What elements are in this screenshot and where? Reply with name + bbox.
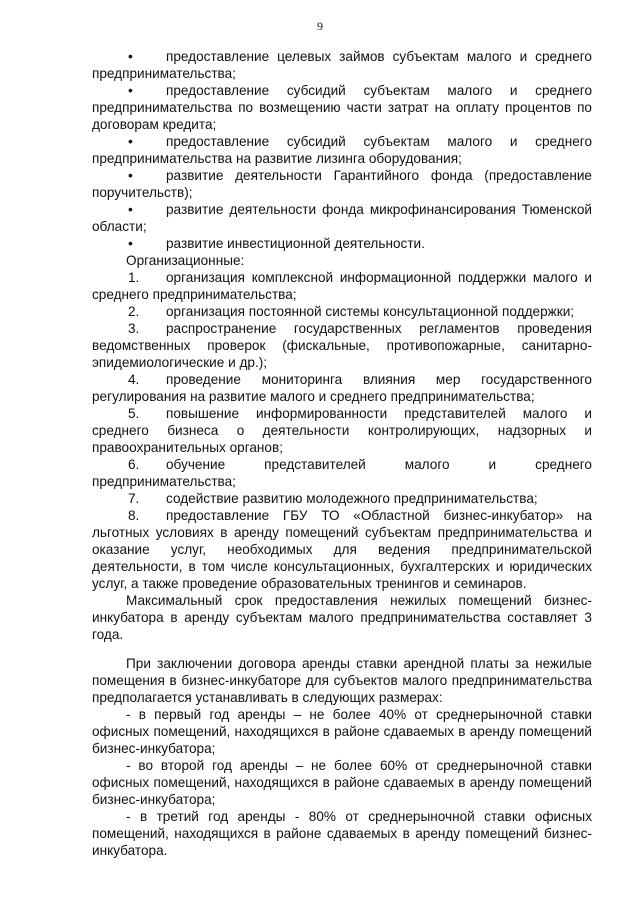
- numbered-item: [92, 269, 592, 303]
- rent-list: [92, 706, 592, 859]
- max-term-paragraph: Максимальный срок предоставления нежилых помещений бизнес-инкубатора в аренду субъектам малого предпринимательства составляет 3 года.: [92, 593, 592, 642]
- numbered-list: [92, 269, 592, 592]
- numbered-item: [92, 320, 592, 371]
- numbered-item: [92, 490, 592, 507]
- bullet-marker: •: [128, 133, 133, 149]
- bullet-text: предоставление субсидий субъектам малого и среднего предпринимательства по возмещению части затрат на оплату процентов по договорам кредита;: [92, 83, 592, 132]
- item-number: 1.: [128, 270, 140, 285]
- rent-paragraph: При заключении договора аренды ставки арендной платы за нежилые помещения в бизнес-инкубаторе для субъектов малого предпринимательства предполагается устанавливать в следующих размерах:: [92, 656, 592, 705]
- bullet-text: развитие деятельности Гарантийного фонда (предоставление поручительств);: [92, 168, 592, 200]
- bullet-text: развитие деятельности фонда микрофинансирования Тюменской области;: [92, 202, 592, 234]
- item-text: повышение информированности представителей малого и среднего бизнеса о деятельности контролирующих, надзорных и правоохранительных органов;: [92, 406, 592, 455]
- item-number: 5.: [128, 406, 140, 421]
- item-text: проведение мониторинга влияния мер государственного регулирования на развитие малого и среднего предпринимательства;: [92, 372, 592, 404]
- bullet-text: развитие инвестиционной деятельности.: [166, 236, 425, 251]
- item-number: 8.: [128, 508, 140, 523]
- item-number: 7.: [128, 491, 140, 506]
- item-text: содействие развитию молодежного предпринимательства;: [166, 491, 538, 506]
- item-number: 6.: [128, 457, 140, 472]
- item-text: распространение государственных регламентов проведения ведомственных проверок (фискальные, противопожарные, санитарно-эпидемиологические и др.);: [92, 321, 592, 370]
- bullet-marker: •: [128, 201, 133, 217]
- page-number: 9: [317, 19, 323, 33]
- bullet-item: [92, 235, 592, 252]
- item-number: 2.: [128, 304, 140, 319]
- numbered-item: [92, 303, 592, 320]
- rent-item: - в первый год аренды – не более 40% от среднерыночной ставки офисных помещений, находящихся в районе сдаваемых в аренду помещений бизнес-инкубатора;: [92, 707, 592, 756]
- item-text: организация постоянной системы консультационной поддержки;: [166, 304, 575, 319]
- numbered-item: [92, 507, 592, 592]
- item-text: организация комплексной информационной поддержки малого и среднего предпринимательства;: [92, 270, 592, 302]
- bullet-marker: •: [128, 82, 133, 98]
- document-body: [92, 48, 592, 859]
- bullet-marker: •: [128, 235, 133, 251]
- section-label: Организационные:: [126, 253, 245, 268]
- bullet-item: [92, 167, 592, 201]
- bullet-marker: •: [128, 167, 133, 183]
- numbered-item: [92, 371, 592, 405]
- bullet-item: [92, 201, 592, 235]
- bullet-item: [92, 48, 592, 82]
- bullet-list: [92, 48, 592, 252]
- item-number: 4.: [128, 372, 140, 387]
- numbered-item: [92, 456, 592, 490]
- rent-item: - в третий год аренды - 80% от среднерыночной ставки офисных помещений, находящихся в районе сдаваемых в аренду помещений бизнес-инкубатора.: [92, 809, 592, 858]
- item-text: предоставление ГБУ ТО «Областной бизнес-инкубатор» на льготных условиях в аренду помещений субъектам предпринимательства и оказание услуг, необходимых для ведения предпринимательской деятельности, в том числе консультационных, бухгалтерских и юридических услуг, а также проведение образовательных тренингов и семинаров.: [92, 508, 592, 591]
- bullet-item: [92, 133, 592, 167]
- bullet-item: [92, 82, 592, 133]
- item-number: 3.: [128, 321, 140, 336]
- bullet-text: предоставление субсидий субъектам малого и среднего предпринимательства на развитие лизинга оборудования;: [92, 134, 592, 166]
- rent-item: - во второй год аренды – не более 60% от среднерыночной ставки офисных помещений, находящихся в районе сдаваемых в аренду помещений бизнес-инкубатора;: [92, 758, 592, 807]
- item-text: обучение представителей малого и среднего предпринимательства;: [92, 457, 592, 489]
- bullet-marker: •: [128, 48, 133, 64]
- bullet-text: предоставление целевых займов субъектам малого и среднего предпринимательства;: [92, 49, 592, 81]
- numbered-item: [92, 405, 592, 456]
